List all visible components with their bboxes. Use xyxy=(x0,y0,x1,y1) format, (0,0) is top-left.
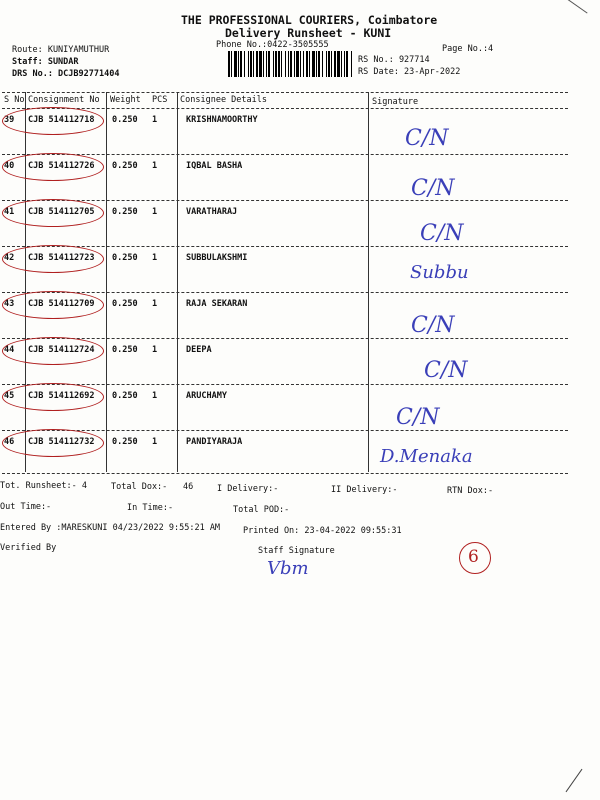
sheet-title: Delivery Runsheet - KUNI xyxy=(225,26,392,40)
barcode-bar xyxy=(275,51,277,77)
row-weight: 0.250 xyxy=(112,115,138,125)
ii-delivery-label: II Delivery:- xyxy=(331,485,398,495)
col-header-consignment: Consignment No xyxy=(28,95,100,105)
consignment-circle-mark xyxy=(2,383,104,411)
row-consignee: SUBBULAKSHMI xyxy=(186,253,248,263)
row-consignment-no: CJB 514112692 xyxy=(28,391,95,401)
rtn-dox-label: RTN Dox:- xyxy=(447,486,494,496)
barcode-bar xyxy=(263,51,264,77)
row-weight: 0.250 xyxy=(112,161,138,171)
col-divider-pcs xyxy=(177,92,178,472)
barcode-bar xyxy=(278,51,280,77)
row-consignment-no: CJB 514112705 xyxy=(28,207,95,217)
corner-mark-top-right xyxy=(562,0,587,14)
consignment-circle-mark xyxy=(2,337,104,365)
in-time-label: In Time:- xyxy=(127,503,174,513)
col-header-signature: Signature xyxy=(372,97,419,107)
barcode-bar xyxy=(288,51,289,77)
row-signature: C/N xyxy=(405,126,449,151)
row-sno: 43 xyxy=(4,299,15,309)
row-signature: C/N xyxy=(424,358,468,383)
consignment-circle-mark xyxy=(2,429,104,457)
circled-number: 6 xyxy=(468,547,479,567)
page-circle-mark xyxy=(459,542,491,574)
barcode-bar xyxy=(238,51,239,77)
corner-mark-bottom-right xyxy=(566,769,583,793)
tot-runsheet: Tot. Runsheet:- 4 xyxy=(0,481,87,491)
barcode-bar xyxy=(326,51,327,77)
barcode-bar xyxy=(244,51,245,77)
table-bottom-rule xyxy=(2,473,568,474)
row-signature: D.Menaka xyxy=(380,446,473,467)
barcode-bar xyxy=(294,51,295,77)
row-consignment-no: CJB 514112724 xyxy=(28,345,95,355)
total-dox-label: Total Dox:- xyxy=(111,482,168,492)
row-signature: C/N xyxy=(420,221,464,246)
barcode-bar xyxy=(337,51,340,77)
row-pcs: 1 xyxy=(152,437,158,447)
phone-number: Phone No.:0422-3505555 xyxy=(216,40,329,50)
barcode-bar xyxy=(228,51,230,77)
row-consignee: IQBAL BASHA xyxy=(186,161,243,171)
row-weight: 0.250 xyxy=(112,299,138,309)
row-weight: 0.250 xyxy=(112,391,138,401)
out-time-label: Out Time:- xyxy=(0,502,52,512)
page-number: Page No.:4 xyxy=(442,44,494,54)
route-label: Route: KUNIYAMUTHUR xyxy=(12,45,110,55)
row-separator xyxy=(2,292,568,293)
barcode-bar xyxy=(256,51,258,77)
row-sno: 41 xyxy=(4,207,15,217)
row-signature: C/N xyxy=(411,313,455,338)
drs-number: DRS No.: DCJB92771404 xyxy=(12,69,120,79)
row-sno: 46 xyxy=(4,437,15,447)
barcode-bar xyxy=(285,51,286,77)
staff-signature-label: Staff Signature xyxy=(258,546,335,556)
barcode-bar xyxy=(250,51,252,77)
col-divider-consignment xyxy=(106,92,107,472)
row-separator xyxy=(2,430,568,431)
barcode-bar xyxy=(344,51,345,77)
row-signature: C/N xyxy=(411,176,455,201)
row-consignee: VARATHARAJ xyxy=(186,207,238,217)
row-consignee: RAJA SEKARAN xyxy=(186,299,248,309)
row-weight: 0.250 xyxy=(112,345,138,355)
row-pcs: 1 xyxy=(152,207,158,217)
col-divider-consignee xyxy=(368,92,369,472)
verified-by-label: Verified By xyxy=(0,543,57,553)
row-sno: 40 xyxy=(4,161,15,171)
consignment-circle-mark xyxy=(2,153,104,181)
table-top-rule xyxy=(2,92,568,93)
row-separator xyxy=(2,338,568,339)
row-sno: 42 xyxy=(4,253,15,263)
barcode-bar xyxy=(341,51,342,77)
barcode-bar xyxy=(328,51,330,77)
i-delivery-label: I Delivery:- xyxy=(217,484,279,494)
barcode-bar xyxy=(234,51,237,77)
barcode xyxy=(228,51,352,77)
row-consignment-no: CJB 514112723 xyxy=(28,253,95,263)
total-pod-label: Total POD:- xyxy=(233,505,290,515)
row-separator xyxy=(2,200,568,201)
entered-by: Entered By :MARESKUNI 04/23/2022 9:55:21 AM xyxy=(0,523,221,533)
row-weight: 0.250 xyxy=(112,253,138,263)
row-sno: 44 xyxy=(4,345,15,355)
row-separator xyxy=(2,384,568,385)
consignment-circle-mark xyxy=(2,107,104,135)
consignment-circle-mark xyxy=(2,291,104,319)
row-consignee: DEEPA xyxy=(186,345,212,355)
barcode-bar xyxy=(312,51,315,77)
row-consignee: ARUCHAMY xyxy=(186,391,227,401)
barcode-bar xyxy=(303,51,304,77)
barcode-bar xyxy=(296,51,299,77)
barcode-bar xyxy=(253,51,254,77)
company-name: THE PROFESSIONAL COURIERS, Coimbatore xyxy=(181,13,438,27)
barcode-bar xyxy=(306,51,308,77)
barcode-bar xyxy=(240,51,242,77)
table-header-rule xyxy=(2,108,568,109)
staff-signature-scrawl: Vbm xyxy=(267,558,309,579)
row-weight: 0.250 xyxy=(112,207,138,217)
row-consignment-no: CJB 514112726 xyxy=(28,161,95,171)
barcode-bar xyxy=(309,51,310,77)
barcode-bar xyxy=(248,51,249,77)
barcode-bar xyxy=(231,51,232,77)
row-separator xyxy=(2,246,568,247)
barcode-bar xyxy=(318,51,320,77)
barcode-bar xyxy=(331,51,332,77)
row-signature: Subbu xyxy=(410,262,469,283)
consignment-circle-mark xyxy=(2,199,104,227)
consignment-circle-mark xyxy=(2,245,104,273)
barcode-bar xyxy=(322,51,323,77)
row-sno: 45 xyxy=(4,391,15,401)
row-consignee: PANDIYARAJA xyxy=(186,437,243,447)
row-pcs: 1 xyxy=(152,391,158,401)
row-separator xyxy=(2,154,568,155)
rs-number: RS No.: 927714 xyxy=(358,55,430,65)
col-header-weight: Weight xyxy=(110,95,141,105)
row-pcs: 1 xyxy=(152,161,158,171)
barcode-bar xyxy=(300,51,301,77)
barcode-bar xyxy=(334,51,336,77)
barcode-bar xyxy=(266,51,267,77)
row-consignee: KRISHNAMOORTHY xyxy=(186,115,258,125)
row-signature: C/N xyxy=(396,405,440,430)
barcode-bar xyxy=(351,51,352,77)
barcode-bar xyxy=(290,51,292,77)
row-pcs: 1 xyxy=(152,299,158,309)
barcode-bar xyxy=(281,51,282,77)
row-sno: 39 xyxy=(4,115,15,125)
total-dox-value: 46 xyxy=(183,482,194,492)
barcode-bar xyxy=(268,51,270,77)
row-consignment-no: CJB 514112718 xyxy=(28,115,95,125)
col-header-pcs: PCS xyxy=(152,95,168,105)
row-weight: 0.250 xyxy=(112,437,138,447)
row-consignment-no: CJB 514112709 xyxy=(28,299,95,309)
row-pcs: 1 xyxy=(152,253,158,263)
row-pcs: 1 xyxy=(152,115,158,125)
barcode-bar xyxy=(259,51,262,77)
printed-on: Printed On: 23-04-2022 09:55:31 xyxy=(243,526,402,536)
barcode-bar xyxy=(316,51,317,77)
col-header-sno: S No xyxy=(4,95,25,105)
barcode-bar xyxy=(273,51,274,77)
col-header-consignee: Consignee Details xyxy=(180,95,267,105)
rs-date: RS Date: 23-Apr-2022 xyxy=(358,67,461,77)
row-pcs: 1 xyxy=(152,345,158,355)
barcode-bar xyxy=(346,51,348,77)
staff-label: Staff: SUNDAR xyxy=(12,57,79,67)
row-consignment-no: CJB 514112732 xyxy=(28,437,95,447)
col-divider-sno xyxy=(25,92,26,472)
